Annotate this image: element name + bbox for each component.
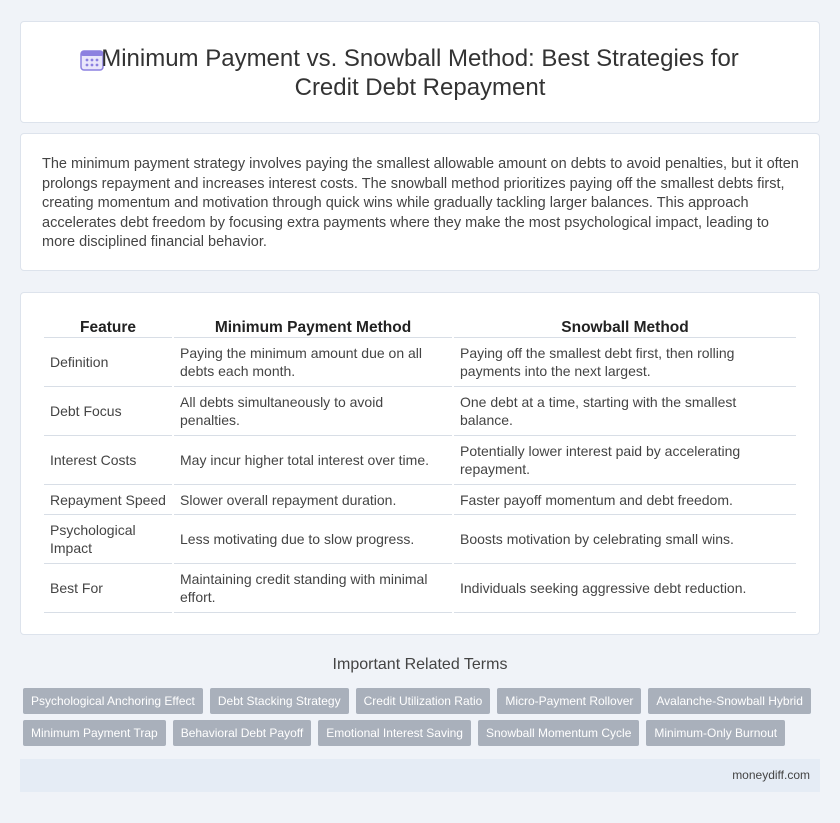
snowball-cell: Paying off the smallest debt first, then rolling payments into the next largest. bbox=[454, 338, 796, 387]
header-minimum-payment: Minimum Payment Method bbox=[174, 314, 452, 338]
related-term-tag[interactable]: Minimum-Only Burnout bbox=[646, 720, 785, 746]
feature-cell: Interest Costs bbox=[44, 436, 172, 485]
related-term-tag[interactable]: Snowball Momentum Cycle bbox=[478, 720, 639, 746]
feature-cell: Definition bbox=[44, 338, 172, 387]
related-terms-title: Important Related Terms bbox=[332, 656, 508, 673]
intro-card bbox=[20, 133, 820, 271]
feature-cell: Debt Focus bbox=[44, 387, 172, 436]
comparison-table bbox=[42, 314, 798, 613]
snowball-cell: Potentially lower interest paid by accelerating repayment. bbox=[454, 436, 796, 485]
snowball-cell: One debt at a time, starting with the smallest balance. bbox=[454, 387, 796, 436]
related-term-tag[interactable]: Minimum Payment Trap bbox=[23, 720, 166, 746]
related-term-tag[interactable]: Emotional Interest Saving bbox=[318, 720, 471, 746]
snowball-cell: Individuals seeking aggressive debt reduction. bbox=[454, 564, 796, 613]
comparison-card bbox=[20, 292, 820, 635]
related-term-tag[interactable]: Psychological Anchoring Effect bbox=[23, 688, 203, 714]
header-card bbox=[20, 21, 820, 123]
feature-cell: Psychological Impact bbox=[44, 515, 172, 564]
related-term-tag[interactable]: Behavioral Debt Payoff bbox=[173, 720, 312, 746]
table-row bbox=[44, 436, 796, 485]
minimum-cell: Paying the minimum amount due on all debts each month. bbox=[174, 338, 452, 387]
tag-row bbox=[23, 720, 823, 746]
feature-cell: Repayment Speed bbox=[44, 485, 172, 515]
table-row bbox=[44, 485, 796, 515]
table-row bbox=[44, 338, 796, 387]
related-term-tag[interactable]: Micro-Payment Rollover bbox=[497, 688, 641, 714]
related-term-tag[interactable]: Debt Stacking Strategy bbox=[210, 688, 349, 714]
minimum-cell: May incur higher total interest over time. bbox=[174, 436, 452, 485]
table-row bbox=[44, 564, 796, 613]
feature-cell: Best For bbox=[44, 564, 172, 613]
header-feature: Feature bbox=[44, 314, 172, 338]
snowball-cell: Boosts motivation by celebrating small wins. bbox=[454, 515, 796, 564]
related-term-tag[interactable]: Credit Utilization Ratio bbox=[356, 688, 491, 714]
minimum-cell: All debts simultaneously to avoid penalties. bbox=[174, 387, 452, 436]
page-title: Minimum Payment vs. Snowball Method: Best Strategies for Credit Debt Repayment bbox=[101, 45, 739, 101]
snowball-cell: Faster payoff momentum and debt freedom. bbox=[454, 485, 796, 515]
table-row bbox=[44, 387, 796, 436]
table-header-row bbox=[44, 314, 796, 338]
intro-paragraph: The minimum payment strategy involves paying the smallest allowable amount on debts to avoid penalties, but it often prolongs repayment and increases interest costs. The snowball method prioritizes paying off the smallest debts first, creating momentum and motivation through quick wins while gradually tackling larger balances. This approach accelerates debt freedom by focusing extra payments where they make the most psychological impact, leading to more disciplined financial behavior. bbox=[42, 156, 799, 250]
minimum-cell: Slower overall repayment duration. bbox=[174, 485, 452, 515]
tag-row bbox=[23, 688, 823, 714]
related-term-tag[interactable]: Avalanche-Snowball Hybrid bbox=[648, 688, 811, 714]
table-row bbox=[44, 515, 796, 564]
minimum-cell: Maintaining credit standing with minimal effort. bbox=[174, 564, 452, 613]
minimum-cell: Less motivating due to slow progress. bbox=[174, 515, 452, 564]
footer bbox=[20, 759, 820, 792]
footer-site-link[interactable]: moneydiff.com bbox=[732, 768, 810, 782]
header-snowball: Snowball Method bbox=[454, 314, 796, 338]
related-terms-tags bbox=[23, 688, 823, 752]
